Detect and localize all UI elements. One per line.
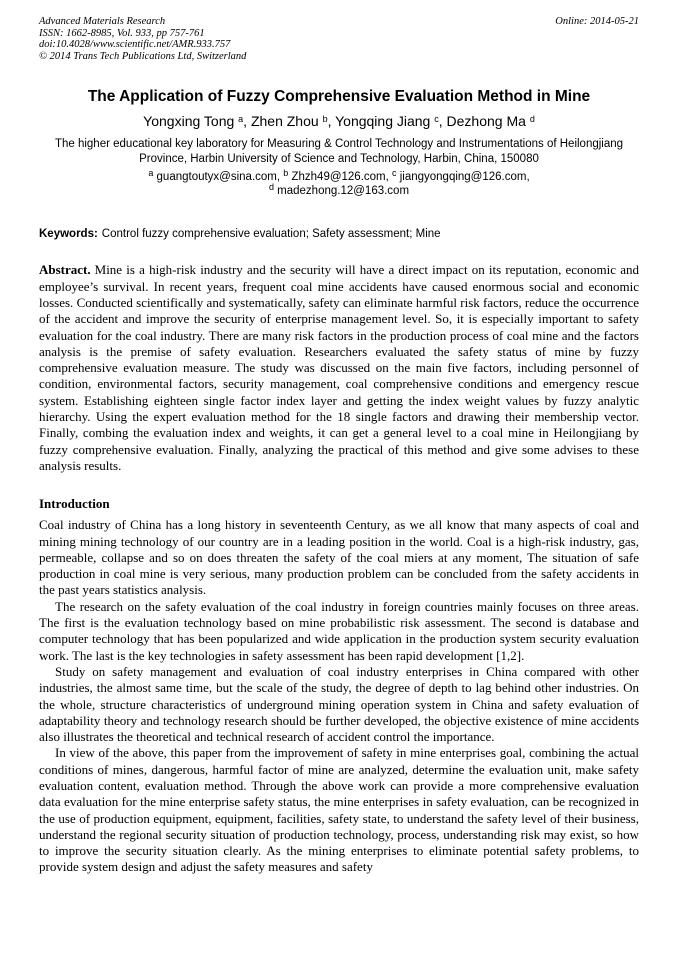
- emails-block: [39, 170, 639, 198]
- journal-header: [39, 16, 639, 62]
- email-address: Zhzh49@126.com: [288, 171, 386, 184]
- email-affiliation-mark: b: [283, 168, 289, 179]
- journal-metadata: [39, 16, 246, 62]
- intro-paragraph-1: Coal industry of China has a long history in seventeenth Century, as we all know that many aspects of coal and mining mining technology of our country are in a leading position in the world. Coal is a high-risk industry, gas, permeable, collapse and so on does threaten the safety of the coal miers at any moment, The situation of safe production in coal mine is very serious, many production problem can be concluded from the safety accidents in the past years statistics analysis.: [39, 517, 639, 598]
- abstract: [39, 262, 639, 474]
- journal-name: Advanced Materials Research: [39, 16, 166, 27]
- email-affiliation-mark: a: [148, 168, 154, 179]
- author-name: Dezhong Ma: [446, 113, 526, 130]
- email-affiliation-mark: d: [268, 182, 274, 193]
- doi-line: doi:10.4028/www.scientific.net/AMR.933.757: [39, 39, 231, 51]
- intro-paragraph-4: In view of the above, this paper from the improvement of safety in mine enterprises goal, combining the actual conditions of mines, dangerous, harmful factor of mine are analyzed, determine the evaluation unit, make safety evaluation content, evaluation method. Through the above work can provide a more comprehensive evaluation data evaluation for the mine enterprise safety status, the mine enterprises in safety evaluation, can be recognized in the use of production equipment, equipment, facilities, safety state, to understand the safety level of their business, understand the regional security situation of production technology, process, understanding risk may exist, so how to improve the security situation clearly. As the mining enterprises to eliminate potential safety problems, to provide system design and adjust the safety measures and safety: [39, 745, 639, 875]
- emails-line-2: [39, 184, 639, 198]
- email-address: guangtoutyx@sina.com: [153, 171, 277, 184]
- section-heading-introduction: Introduction: [39, 496, 110, 512]
- online-date: Online: 2014-05-21: [555, 16, 639, 27]
- affiliation: The higher educational key laboratory for Measuring & Control Technology and Instrumentations of Heilongjiang Province, Harbin University of Science and Technology, Harbin, China, 150080: [54, 138, 624, 165]
- email-address: madezhong.12@163.com: [273, 185, 410, 198]
- author-name: Zhen Zhou: [250, 113, 319, 130]
- email-address: jiangyongqing@126.com: [396, 171, 527, 184]
- author-affiliation-mark: b: [322, 114, 328, 125]
- keywords-line: [39, 227, 639, 241]
- intro-paragraph-2: The research on the safety evaluation of the coal industry in foreign countries mainly focuses on three areas. The first is the evaluation technology based on mine probabilistic risk assessment. The second is database and computer technology that has been popularized and wide application in the production system security evaluation work. The last is the key technologies in safety assessment has been rapid development [1,2].: [39, 598, 639, 663]
- email-affiliation-mark: c: [392, 168, 397, 179]
- issn-volume-line: ISSN: 1662-8985, Vol. 933, pp 757-761: [39, 27, 205, 39]
- abstract-text: Mine is a high-risk industry and the security will have a direct impact on its reputation, economic and employee’s survival. In recent years, frequent coal mine accidents have caused enormous social and economic losses. Conducted scientifically and systematically, safety can eliminate harmful risk factors, reduce the occurrence of the accident and improve the security of enterprise management level. So, it is especially important to safety evaluation for the coal industry. There are many risk factors in the production process of coal mine and the factors analysis is the premise of safety evaluation. Researchers evaluated the safety status of mine by fuzzy comprehensive evaluation measure. The study was discussed on the main five factors, including personnel of condition, environmental factors, security management, coal comprehensive conditions and emergency rescue system. Establishing eighteen single factor index layer and getting the index weight values by fuzzy analytic hierarchy. Using the expert evaluation method for the 18 single factors and drawing their membership vector. Finally, combing the evaluation index and weights, it can get a general level to a coal mine in Heilongjiang by fuzzy comprehensive evaluation. Finally, analyzing the practical of this method and give some advises to these analysis results.: [39, 262, 639, 473]
- keywords-label: Keywords:: [39, 228, 98, 241]
- keywords-text: Control fuzzy comprehensive evaluation; Safety assessment; Mine: [101, 228, 441, 241]
- author-affiliation-mark: a: [238, 114, 244, 125]
- intro-paragraph-3: Study on safety management and evaluation of coal industry enterprises in China compared with other industries, the almost same time, but the scale of the study, the degree of depth to lag behind other industries. On the whole, structure characteristics of underground mining operation system in China and safety evaluation of adaptability theory and technology research should be further developed, the objective existence of mine accidents also illustrates the theoretical and technical research of accident control the importance.: [39, 663, 639, 745]
- author-name: Yongxing Tong: [143, 113, 235, 130]
- copyright-line: © 2014 Trans Tech Publications Ltd, Switzerland: [39, 50, 247, 62]
- page-title: The Application of Fuzzy Comprehensive Evaluation Method in Mine: [87, 88, 591, 106]
- author-affiliation-mark: d: [529, 114, 535, 125]
- emails-line-1: $^a$ guangtoutyx@sina.com, $^b$ Zhzh49@126.com, $^c$ jiangyongqing@126.com,: [148, 168, 530, 184]
- authors-line: Yongxing Tong $^a$, Zhen Zhou $^b$, Yongqing Jiang $^c$, Dezhong Ma $^d$: [143, 113, 535, 130]
- abstract-label: Abstract.: [39, 262, 91, 278]
- author-name: Yongqing Jiang: [335, 113, 431, 130]
- author-affiliation-mark: c: [434, 114, 439, 125]
